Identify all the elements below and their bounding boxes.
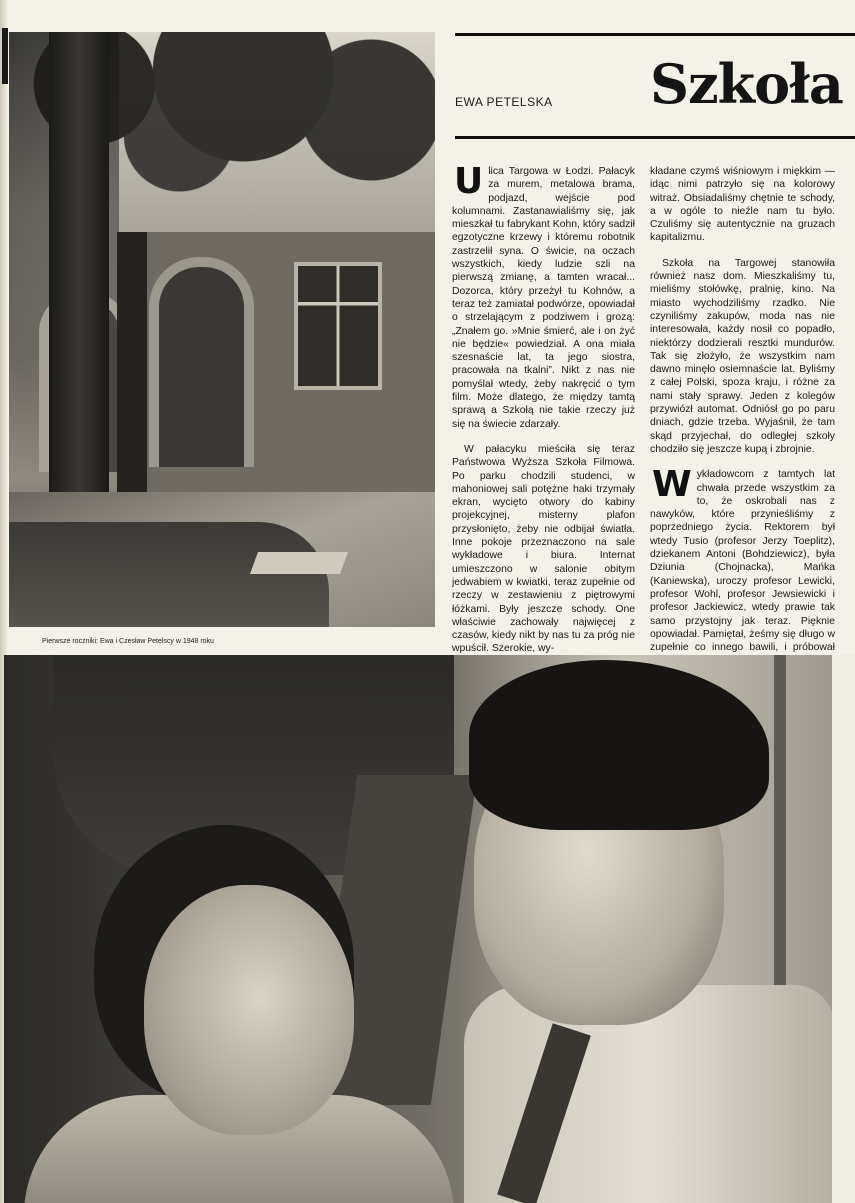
- photo-man-hair: [469, 660, 769, 830]
- header-rule-top: [455, 33, 855, 36]
- page-margin-right: [832, 655, 855, 1203]
- text-column-1: [452, 161, 635, 656]
- author-name: EWA PETELSKA: [455, 95, 553, 109]
- photo-tree-trunk-2: [117, 232, 147, 522]
- paragraph: [452, 161, 635, 431]
- text-column-2: [650, 165, 835, 668]
- edge-mark: [2, 28, 8, 84]
- photo-tree-trunk: [49, 32, 109, 502]
- photo-woman-face: [144, 885, 354, 1135]
- paragraph: kładane czymś wiśniowym i miękkim — idąc nimi patrzyło się na kolorowy witraż. Obsiadaliśmy chętnie te schody, a w ogóle to nieźle nam tu było. Czuliśmy się autentycznie na gruzach kapitalizmu.: [650, 166, 835, 244]
- paragraph: W pałacyku mieściła się teraz Państwowa Wyższa Szkoła Filmowa. Po parku chodzili studenci, w mahoniowej sali potężne haki trzymały ekran, wycięto otwory do kabiny projekcyjnej, misterny plafon przysłonięto, żeby nie odbijał światła. Inne pokoje przeznaczono na sale wykładowe i biura. Internat umieszczono w salonie obitym jedwabiem w kwiatki, teraz zupełnie od rzeczy w zestawieniu z piętrowymi łóżkami. Były jeszcze schody. One właściwie zachowały najwięcej z czasów, kiedy nikt by nas tu za próg nie wpuścił. Szerokie, wy-: [452, 443, 635, 655]
- header-rule-bottom: [455, 136, 855, 139]
- paragraph: Szkoła na Targowej stanowiła również nasz dom. Mieszkaliśmy tu, mieliśmy stołówkę, pralnię, kino. Na miasto wychodziliśmy rzadko. Nie czyniliśmy zakupów, moda nas nie interesowała, każdy nosił co popadło, niektórzy dodzierali resztki mundurów. Tak się złożyło, że wszystkim nam dawno minęło osiemnaście lat. Byliśmy z całej Polski, spoza kraju, i różne za nami stały sprawy. Jeden z kolegów przywiózł automat. Odniósł go po paru dniach, gdzie trzeba. Wyjaśnił, że tam skąd przyjechał, do odległej szkoły chodziło się jeszcze kupą i zbrojnie.: [650, 257, 835, 455]
- school-building-photo: [9, 32, 435, 627]
- photo-bench: [250, 552, 348, 574]
- portrait-photo: [4, 655, 832, 1203]
- paragraph-text: ykładowcom z tamtych lat chwała przede wszystkim za to, że oskrobali nas z nawyków, które przynieśliśmy z poprzedniego życia. Rektorem był wtedy Tusio (profesor Jerzy Toeplitz), dziekanem Antoni (Bohdziewicz), była Dziunia (Chojnacka), Mańka (Kaniewska), uroczy profesor Lewicki, profesor Wohl, profesor Jewsiewicki i profesor Jackiewicz, wtedy prawie tak samo przystojny jak teraz. Pięknie opowiadał. Pamiętał, żeśmy się długo w zupełnie co innego bawili, i próbował: [650, 469, 835, 654]
- paragraph-text: lica Targowa w Łodzi. Pałacyk za murem, metalowa brama, podjazd, wejście pod kolumnami. Zastanawialiśmy się, jak mieszkał tu fabrykant Kohn, który sadził egzotyczne krzewy i któremu robotnik zastrzelił syna. O świcie, na oczach wszystkich, kiedy ludzie szli na pierwszą zmianę, a tamten wracał... Dozorca, który przeżył tu Kohnów, a teraz też zamiatał podwórze, opowiadał o strzelającym z podziwem i grozą: „Znałem go. »Mnie śmierć, ale i on żyć nie będzie« powiedział. A ona miała szesnaście lat, ta jego siostra, pracowała na tkalni”. Nikt z nas nie pomyślał wtedy, żeby nakręcić o tym film. Może dlatego, że między tamtą sprawą a Szkołą nie takie rzeczy już się na świecie zdarzały.: [452, 166, 635, 430]
- photo-caption: Pierwsze roczniki: Ewa i Czesław Petelscy w 1948 roku: [42, 638, 214, 645]
- paragraph: [650, 464, 835, 667]
- article-title: Szkoła: [650, 52, 843, 116]
- photo-lawn: [9, 522, 329, 627]
- drop-cap: W: [652, 464, 692, 506]
- drop-cap: U: [454, 161, 484, 202]
